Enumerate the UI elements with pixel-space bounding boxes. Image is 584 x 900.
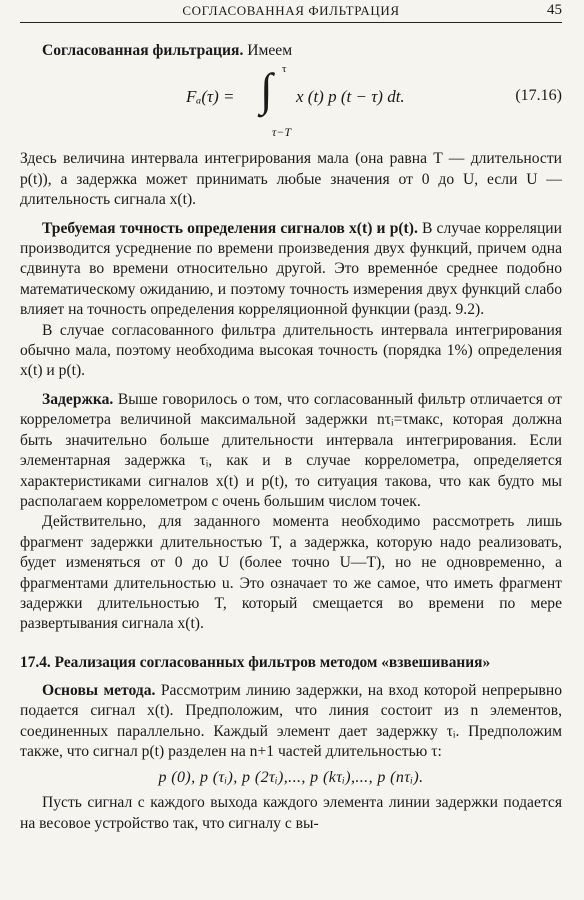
delay-runin-heading: Задержка. [42,390,114,408]
sample-sequence: p (0), p (τᵢ), p (2τᵢ),..., p (kτᵢ),..., p (nτᵢ). [158,769,424,787]
section-heading-17-4: 17.4. Реализация согласованных фильтров методом «взвешивания» [20,653,491,671]
paragraph-delay-fragment: Действительно, для заданного момента необходимо рассмотреть лишь фрагмент задержки длительностью T, а задержка, которую надо реализовать, будет изменяться от 0 до U (более точно U—T), но не одновременно, а фрагментами длительностью u. Это означает то же самое, что иметь фрагмент задержки длительностью T, который смещается во времени по мере развертывания сигнала x(t). [20,513,562,633]
equation-lhs: Fₐ(τ) = [186,87,235,107]
running-header [20,0,562,23]
equation-number: (17.16) [515,87,562,105]
intro-paragraph [20,41,562,61]
accuracy-text: В случае корреляции производится усреднение по времени произведения двух функций, причем одна сдвинута во времени относительно другой. Это временнóе среднее подобно математическому ожиданию, и поэтому точность измерения двух функций слабо влияет на точность определения корреляционной функции (разд. 9.2). [20,219,562,319]
integral-sign: ∫ [260,64,273,116]
paragraph-accuracy [20,219,562,321]
delay-text: Выше говорилось о том, что согласованный фильтр отличается от коррелометра величиной максимальной задержки nτᵢ=τмакс, которая должна быть значительно больше длительности интервала интегрирования. Если элементарная задержка τᵢ, как и в случае коррелометра, определяется характеристиками сигналов x(t) и p(t), то ситуация такова, что как будто мы располагаем коррелометром с очень большим числом точек. [20,390,562,510]
paragraph-delay [20,390,562,512]
paragraph-method-basics [20,681,562,763]
equation-17-16 [20,65,562,149]
integral-upper-limit: τ [282,63,287,76]
paragraph-matched-filter-accuracy: В случае согласованного фильтра длительность интервала интегрирования обычно мала, поэтому необходима высокая точность (порядка 1%) определения x(t) и p(t). [20,321,562,380]
accuracy-runin-heading: Требуемая точность определения сигналов x(t) и p(t). [42,219,418,237]
paragraph-weighting: Пусть сигнал с каждого выхода каждого элемента линии задержки подается на весовое устройство так, что сигналу с вы- [20,794,562,832]
page-number: 45 [547,2,562,18]
intro-text: Имеем [243,42,293,59]
integral-lower-limit: τ−T [272,125,292,140]
running-title: СОГЛАСОВАННАЯ ФИЛЬТРАЦИЯ [182,3,400,18]
equation-integrand: x (t) p (t − τ) dt. [296,87,405,107]
method-text: Рассмотрим линию задержки, на вход которой непрерывно подается сигнал x(t). Предположим, что линия состоит из n элементов, соединенных параллельно. Каждый элемент дает задержку τᵢ. Предположим также, что сигнал p(t) разделен на n+1 частей длительностью τ: [20,681,562,760]
intro-runin-heading: Согласованная фильтрация. [42,42,244,59]
method-runin-heading: Основы метода. [42,681,156,699]
paragraph-interval-length: Здесь величина интервала интегрирования мала (она равна T — длительности p(t)), а задержка может принимать любые значения от 0 до U, если U — длительность сигнала x(t). [20,150,562,209]
